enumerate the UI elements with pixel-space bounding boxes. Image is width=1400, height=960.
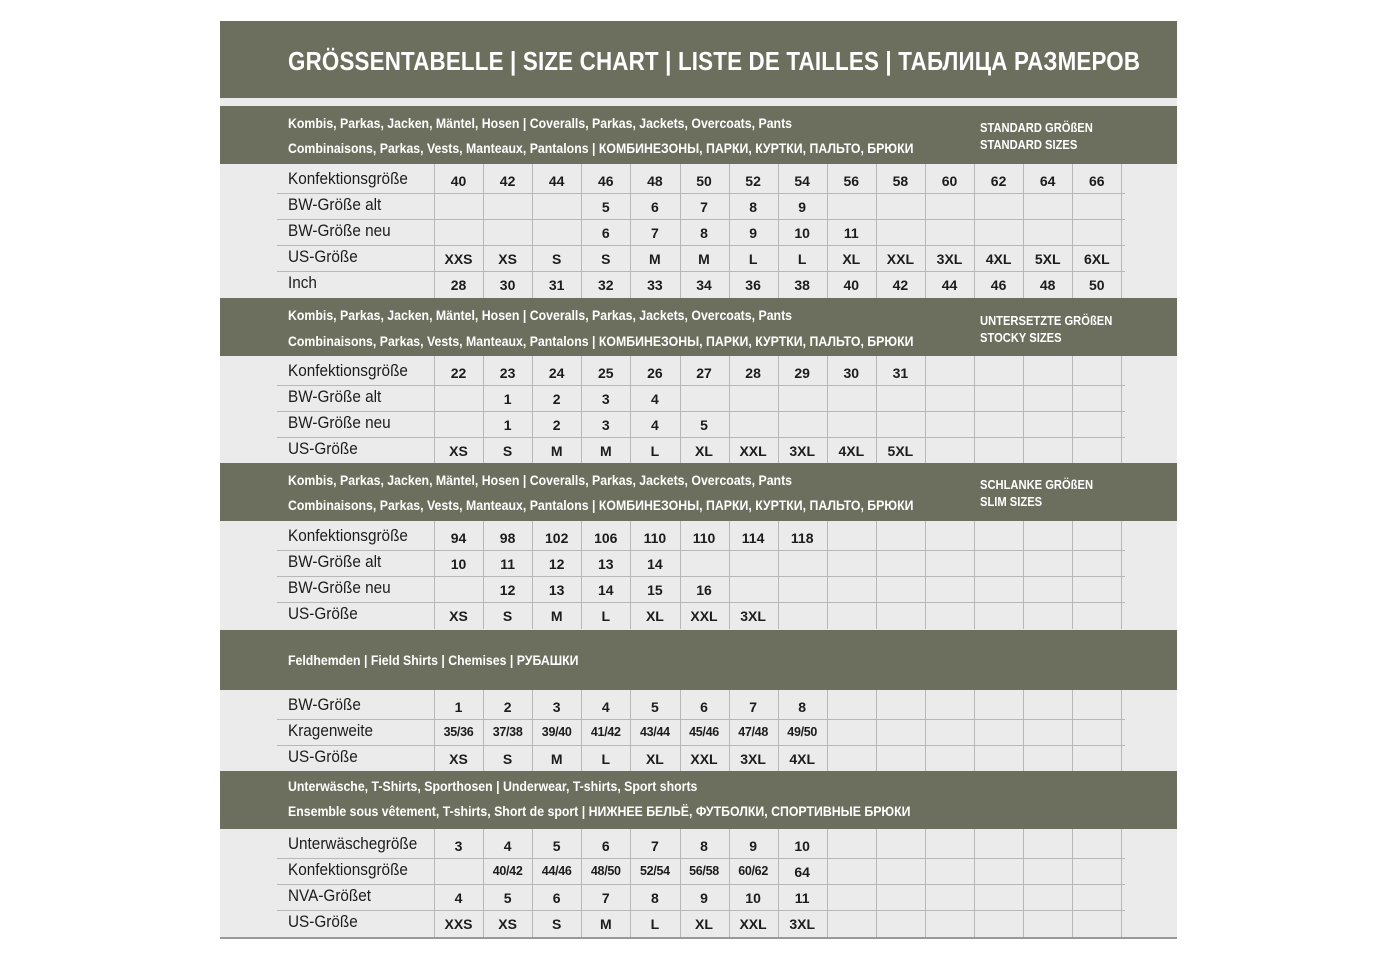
section-underwear-line1: Unterwäsche, T-Shirts, Sporthosen | Underwear, T-shirts, Sport shorts — [288, 778, 698, 794]
grid-column-line — [1072, 690, 1073, 772]
size-cell: XL — [645, 608, 664, 624]
size-cell: 11 — [794, 890, 810, 906]
size-cell: 4 — [650, 391, 659, 407]
size-cell: 42 — [892, 277, 909, 293]
grid-column-line — [925, 829, 926, 937]
grid-row-line — [277, 193, 1125, 194]
section-header-underwear — [220, 771, 1177, 829]
size-cell: 4 — [650, 417, 659, 433]
section-header-field-shirts — [220, 630, 1177, 690]
size-cell: 66 — [1089, 173, 1105, 189]
size-cell: 5 — [700, 417, 708, 433]
size-cell: 41/42 — [590, 725, 621, 739]
size-cell: XS — [449, 608, 468, 624]
size-cell: 58 — [892, 173, 909, 189]
size-cell: 13 — [598, 556, 614, 572]
size-cell: 23 — [499, 365, 516, 381]
size-cell: 64 — [794, 864, 810, 880]
size-cell: 47/48 — [738, 725, 768, 739]
size-cell: 3 — [454, 838, 463, 854]
size-cell: 4 — [503, 838, 512, 854]
size-cell: 8 — [749, 199, 757, 215]
size-cell: 54 — [794, 173, 810, 189]
size-cell: 13 — [548, 582, 565, 598]
size-cell: 2 — [552, 417, 561, 433]
grid-column-line — [1121, 164, 1122, 298]
row-label: US-Größe — [288, 604, 358, 623]
size-cell: 8 — [650, 890, 659, 906]
grid-column-line — [1072, 521, 1073, 629]
size-cell: 9 — [700, 890, 708, 906]
grid-column-line — [1072, 829, 1073, 937]
size-cell: 22 — [450, 365, 467, 381]
grid-column-line — [1023, 690, 1024, 772]
size-cell: S — [502, 443, 513, 459]
grid-column-line — [1023, 829, 1024, 937]
size-cell: 39/40 — [541, 725, 572, 739]
size-cell: 5XL — [887, 443, 914, 459]
size-cell: 3XL — [740, 608, 766, 624]
size-cell: 10 — [450, 556, 467, 572]
size-cell: 52 — [745, 173, 761, 189]
size-cell: 33 — [647, 277, 663, 293]
size-cell: S — [601, 251, 611, 267]
size-cell: L — [650, 443, 660, 459]
grid-row-line — [277, 271, 1125, 272]
row-label: Konfektionsgröße — [288, 361, 408, 380]
size-cell: 4XL — [838, 443, 865, 459]
row-label: Konfektionsgröße — [288, 169, 408, 188]
size-cell: 40/42 — [492, 864, 523, 878]
size-cell: 94 — [450, 530, 467, 546]
size-cell: XXS — [444, 916, 473, 932]
size-cell: 43/44 — [640, 725, 670, 739]
size-cell: 4XL — [985, 251, 1012, 267]
size-cell: 56 — [843, 173, 860, 189]
size-cell: 106 — [594, 530, 618, 546]
size-cell: 12 — [499, 582, 516, 598]
size-cell: 10 — [794, 225, 810, 241]
row-label: Konfektionsgröße — [288, 860, 408, 879]
grid-column-line — [827, 829, 828, 937]
section-standard-side2: STANDARD SIZES — [980, 137, 1078, 152]
grid-column-line — [925, 521, 926, 629]
size-cell: 32 — [598, 277, 614, 293]
size-cell: 52/54 — [640, 864, 670, 878]
size-cell: S — [502, 751, 513, 767]
size-cell: 6 — [601, 838, 610, 854]
size-cell: XL — [695, 916, 713, 932]
size-cell: 7 — [650, 838, 659, 854]
size-cell: 4XL — [789, 751, 816, 767]
grid-row-line — [277, 884, 1125, 885]
section-stocky-line2: Combinaisons, Parkas, Vests, Manteaux, Pantalons | КОМБИНЕЗОНЫ, ПАРКИ, КУРТКИ, ПАЛЬТО, БРЮКИ — [288, 333, 914, 349]
grid-column-line — [925, 356, 926, 464]
row-label: BW-Größe alt — [288, 552, 382, 571]
size-cell: 35/36 — [443, 725, 474, 739]
grid-row-line — [277, 745, 1125, 746]
row-label: NVA-Größet — [288, 886, 372, 905]
size-cell: 42 — [499, 173, 516, 189]
size-cell: 5XL — [1034, 251, 1061, 267]
size-cell: 62 — [990, 173, 1007, 189]
chart-title: GRÖSSENTABELLE | SIZE CHART | LISTE DE TAILLES | ТАБЛИЦА РАЗМЕРОВ — [288, 46, 1141, 76]
row-label: Inch — [288, 273, 317, 292]
size-cell: 56/58 — [689, 864, 719, 878]
section-header-stocky — [220, 298, 1177, 356]
size-cell: 8 — [700, 225, 708, 241]
size-cell: L — [797, 251, 807, 267]
section-standard-line1: Kombis, Parkas, Jacken, Mäntel, Hosen | Coveralls, Parkas, Jackets, Overcoats, Pants — [288, 115, 793, 131]
grid-column-line — [974, 356, 975, 464]
size-cell: 40 — [843, 277, 860, 293]
size-cell: XXS — [444, 251, 473, 267]
size-cell: 5 — [650, 699, 659, 715]
size-cell: 7 — [700, 199, 708, 215]
size-cell: S — [552, 916, 562, 932]
size-cell: 6 — [700, 699, 708, 715]
size-cell: M — [550, 751, 563, 767]
section-slim-side1: SCHLANKE GRÖßEN — [980, 477, 1094, 492]
grid-column-line — [925, 690, 926, 772]
row-label: US-Größe — [288, 912, 358, 931]
size-cell: 26 — [647, 365, 663, 381]
size-cell: XS — [498, 916, 517, 932]
size-cell: 6XL — [1083, 251, 1110, 267]
size-cell: 2 — [503, 699, 512, 715]
section-stocky-side2: STOCKY SIZES — [980, 330, 1062, 345]
size-cell: 49/50 — [787, 725, 818, 739]
table-bottom-border — [220, 937, 1177, 939]
size-cell: 14 — [647, 556, 663, 572]
size-cell: 11 — [843, 225, 859, 241]
section-standard-line2: Combinaisons, Parkas, Vests, Manteaux, Pantalons | КОМБИНЕЗОНЫ, ПАРКИ, КУРТКИ, ПАЛЬТО, БРЮКИ — [288, 140, 914, 156]
size-cell: 9 — [749, 838, 757, 854]
size-cell: 37/38 — [492, 725, 523, 739]
grid-row-line — [277, 602, 1125, 603]
size-cell: 7 — [650, 225, 659, 241]
size-cell: 60/62 — [738, 864, 768, 878]
size-cell: 10 — [794, 838, 810, 854]
size-cell: 44 — [941, 277, 958, 293]
size-cell: XS — [449, 751, 468, 767]
size-cell: 3XL — [789, 443, 816, 459]
section-stocky-line1: Kombis, Parkas, Jacken, Mäntel, Hosen | Coveralls, Parkas, Jackets, Overcoats, Pants — [288, 307, 793, 323]
size-cell: M — [599, 443, 612, 459]
size-cell: M — [649, 251, 661, 267]
grid-column-line — [1121, 356, 1122, 464]
size-cell: 6 — [601, 225, 610, 241]
grid-row-line — [277, 719, 1125, 720]
grid-column-line — [876, 829, 877, 937]
size-cell: 5 — [552, 838, 561, 854]
size-cell: 31 — [548, 277, 565, 293]
section-header-standard — [220, 106, 1177, 164]
size-cell: XL — [842, 251, 861, 267]
size-cell: XL — [645, 751, 664, 767]
size-cell: 7 — [749, 699, 757, 715]
grid-row-line — [277, 910, 1125, 911]
grid-column-line — [974, 521, 975, 629]
grid-column-line — [827, 690, 828, 772]
size-cell: 16 — [696, 582, 712, 598]
size-cell: 118 — [790, 530, 814, 546]
size-cell: M — [550, 608, 563, 624]
grid-row-line — [277, 437, 1125, 438]
size-cell: 5 — [503, 890, 512, 906]
row-label: BW-Größe — [288, 695, 361, 714]
row-label: BW-Größe neu — [288, 221, 391, 240]
size-cell: XXL — [690, 751, 718, 767]
size-cell: M — [698, 251, 710, 267]
size-cell: 30 — [499, 277, 516, 293]
grid-column-line — [876, 690, 877, 772]
row-label: BW-Größe neu — [288, 578, 391, 597]
size-cell: 10 — [745, 890, 761, 906]
row-label: BW-Größe neu — [288, 413, 391, 432]
size-cell: 3XL — [740, 751, 766, 767]
size-cell: 28 — [745, 365, 761, 381]
size-cell: 3XL — [936, 251, 963, 267]
size-cell: M — [550, 443, 563, 459]
section-stocky-side1: UNTERSETZTE GRÖßEN — [980, 313, 1113, 328]
size-cell: 8 — [700, 838, 708, 854]
row-label: US-Größe — [288, 747, 358, 766]
size-chart — [220, 21, 1177, 939]
size-cell: XXL — [739, 443, 767, 459]
size-cell: XS — [498, 251, 517, 267]
size-cell: 11 — [500, 556, 515, 572]
size-cell: 28 — [450, 277, 467, 293]
size-cell: 24 — [548, 365, 565, 381]
size-cell: L — [601, 751, 611, 767]
grid-column-line — [974, 829, 975, 937]
size-cell: 110 — [643, 530, 667, 546]
size-cell: 1 — [503, 417, 512, 433]
size-cell: 40 — [450, 173, 467, 189]
grid-row-line — [277, 385, 1125, 386]
size-cell: 45/46 — [689, 725, 719, 739]
size-cell: 44 — [548, 173, 565, 189]
size-cell: 110 — [692, 530, 716, 546]
section-header-slim — [220, 463, 1177, 521]
grid-column-line — [1023, 521, 1024, 629]
size-cell: 29 — [794, 365, 810, 381]
size-cell: L — [650, 916, 660, 932]
size-cell: S — [552, 251, 562, 267]
row-label: US-Größe — [288, 439, 358, 458]
size-cell: L — [748, 251, 758, 267]
size-cell: 98 — [499, 530, 516, 546]
grid-column-line — [974, 690, 975, 772]
size-cell: 6 — [650, 199, 659, 215]
size-cell: 114 — [741, 530, 765, 546]
grid-column-line — [1023, 356, 1024, 464]
size-cell: 7 — [601, 890, 610, 906]
grid-column-line — [1072, 356, 1073, 464]
size-cell: 3 — [552, 699, 561, 715]
size-cell: 3 — [601, 417, 610, 433]
size-cell: 30 — [843, 365, 860, 381]
grid-row-line — [277, 219, 1125, 220]
size-cell: 36 — [745, 277, 761, 293]
grid-row-line — [277, 550, 1125, 551]
size-cell: XXL — [690, 608, 718, 624]
size-cell: 46 — [990, 277, 1007, 293]
size-cell: 50 — [696, 173, 712, 189]
size-cell: 64 — [1039, 173, 1056, 189]
row-label: Konfektionsgröße — [288, 526, 408, 545]
size-cell: 14 — [598, 582, 614, 598]
size-cell: 3XL — [789, 916, 816, 932]
size-cell: 34 — [696, 277, 712, 293]
size-cell: 38 — [794, 277, 810, 293]
size-cell: 1 — [454, 699, 463, 715]
size-cell: 46 — [598, 173, 614, 189]
size-cell: 102 — [545, 530, 569, 546]
grid-row-line — [277, 411, 1125, 412]
section-standard-side1: STANDARD GRÖßEN — [980, 120, 1093, 135]
size-cell: 1 — [503, 391, 512, 407]
grid-column-line — [827, 521, 828, 629]
size-cell: 4 — [454, 890, 463, 906]
size-cell: 25 — [598, 365, 614, 381]
size-cell: XXL — [739, 916, 767, 932]
size-cell: 31 — [892, 365, 909, 381]
grid-column-line — [1121, 829, 1122, 937]
size-cell: 2 — [552, 391, 561, 407]
size-cell: XL — [695, 443, 713, 459]
size-cell: M — [599, 916, 612, 932]
size-cell: 6 — [552, 890, 561, 906]
row-label: BW-Größe alt — [288, 195, 382, 214]
row-label: Kragenweite — [288, 721, 374, 740]
section-slim-line1: Kombis, Parkas, Jacken, Mäntel, Hosen | Coveralls, Parkas, Jackets, Overcoats, Pants — [288, 472, 793, 488]
size-cell: 4 — [601, 699, 610, 715]
grid-column-line — [1121, 690, 1122, 772]
title-bar — [220, 21, 1177, 98]
section-slim-line2: Combinaisons, Parkas, Vests, Manteaux, Pantalons | КОМБИНЕЗОНЫ, ПАРКИ, КУРТКИ, ПАЛЬТО, БРЮКИ — [288, 497, 914, 513]
section-slim-side2: SLIM SIZES — [980, 494, 1043, 509]
row-label: US-Größe — [288, 247, 358, 266]
grid-column-line — [876, 521, 877, 629]
section-field-shirts-line1: Feldhemden | Field Shirts | Chemises | РУБАШКИ — [288, 652, 579, 668]
size-cell: 9 — [749, 225, 757, 241]
grid-row-line — [277, 245, 1125, 246]
size-cell: 3 — [601, 391, 610, 407]
size-cell: 48/50 — [590, 864, 621, 878]
size-cell: XXL — [886, 251, 914, 267]
size-cell: 60 — [941, 173, 958, 189]
size-cell: 15 — [647, 582, 663, 598]
size-cell: XS — [449, 443, 468, 459]
size-cell: 12 — [548, 556, 565, 572]
size-cell: 9 — [798, 199, 807, 215]
size-cell: 48 — [1039, 277, 1056, 293]
size-cell: 8 — [798, 699, 807, 715]
size-cell: 27 — [696, 365, 712, 381]
row-label: Unterwäschegröße — [288, 834, 418, 853]
row-label: BW-Größe alt — [288, 387, 382, 406]
size-cell: 5 — [601, 199, 610, 215]
section-underwear-line2: Ensemble sous vêtement, T-shirts, Short de sport | НИЖНЕЕ БЕЛЬЁ, ФУТБОЛКИ, СПОРТИВНЫЕ БРЮКИ — [288, 803, 911, 819]
size-cell: L — [601, 608, 611, 624]
size-cell: 48 — [647, 173, 663, 189]
size-cell: S — [502, 608, 513, 624]
grid-column-line — [1121, 521, 1122, 629]
grid-row-line — [277, 858, 1125, 859]
size-cell: 50 — [1089, 277, 1105, 293]
size-cell: 44/46 — [541, 864, 572, 878]
grid-row-line — [277, 576, 1125, 577]
